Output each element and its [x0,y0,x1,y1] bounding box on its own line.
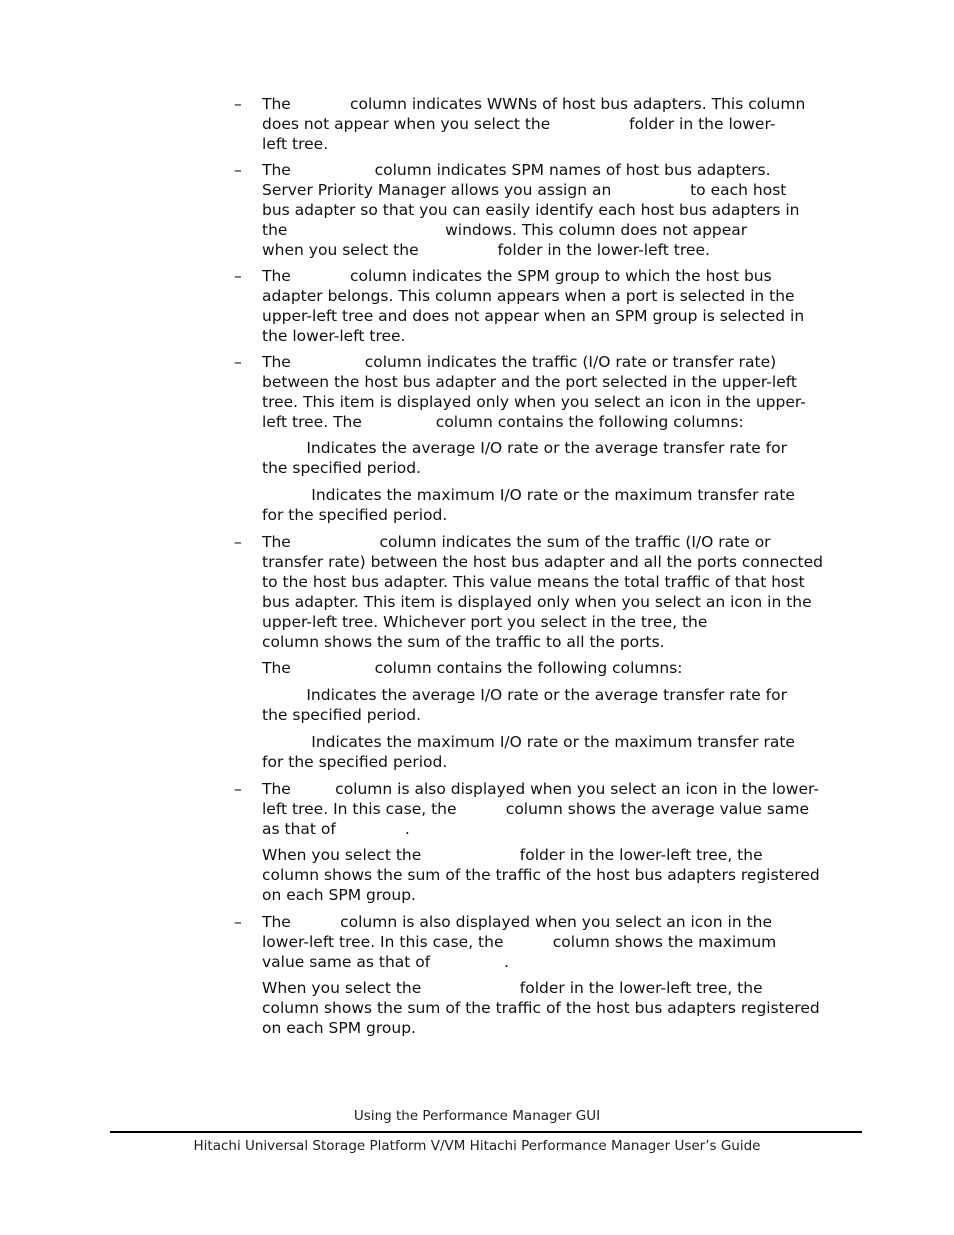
sub-paragraph [262,438,864,478]
bullet-item [234,912,864,972]
bullet-item [234,779,864,839]
text-line: The column contains the following columns: [262,659,683,677]
sub-paragraph [262,485,864,525]
bullet-item [234,160,864,260]
text-line: Indicates the maximum I/O rate or the maximum transfer rate [262,486,795,504]
bullet-dash: – [234,533,242,551]
bullet-item [234,94,864,154]
text-line: Server Priority Manager allows you assign an to each host [262,181,787,199]
footer-guide-title: Hitachi Universal Storage Platform V/VM Hitachi Performance Manager User’s Guide [193,1138,761,1154]
text-line: on each SPM group. [262,886,416,904]
text-line: between the host bus adapter and the port selected in the upper-left [262,373,797,391]
bullet-item [234,266,864,346]
text-line: transfer rate) between the host bus adapter and all the ports connected [262,553,823,571]
text-line: when you select the folder in the lower-left tree. [262,241,710,259]
text-line: column shows the sum of the traffic of the host bus adapters registered [262,999,820,1017]
text-line: The column indicates WWNs of host bus adapters. This column [262,95,806,113]
footer-divider [110,1131,862,1133]
document-body [234,94,864,1045]
text-line: The column indicates the traffic (I/O rate or transfer rate) [262,353,777,371]
text-line: adapter belongs. This column appears when a port is selected in the [262,287,795,305]
text-line: to the host bus adapter. This value means the total traffic of that host [262,573,805,591]
text-line: for the specified period. [262,506,448,524]
bullet-dash: – [234,267,242,285]
sub-paragraph [262,732,864,772]
text-line: When you select the folder in the lower-left tree, the [262,846,763,864]
text-line: the lower-left tree. [262,327,406,345]
sub-paragraph [262,658,864,678]
text-line: When you select the folder in the lower-left tree, the [262,979,763,997]
text-line: The column indicates SPM names of host bus adapters. [262,161,771,179]
bullet-text [262,779,864,839]
text-line: the specified period. [262,706,422,724]
text-line: The column indicates the sum of the traffic (I/O rate or [262,533,771,551]
text-line: the specified period. [262,459,422,477]
text-line: on each SPM group. [262,1019,416,1037]
sub-paragraph [262,978,864,1038]
sub-paragraph [262,685,864,725]
text-line: bus adapter. This item is displayed only when you select an icon in the [262,593,812,611]
text-line: Indicates the average I/O rate or the average transfer rate for [262,439,787,457]
bullet-text [262,94,864,154]
bullet-dash: – [234,95,242,113]
bullet-text [262,532,864,652]
sub-paragraph [262,845,864,905]
bullet-dash: – [234,161,242,179]
text-line: bus adapter so that you can easily identify each host bus adapters in [262,201,800,219]
text-line: lower-left tree. In this case, the column shows the maximum [262,933,777,951]
text-line: The column is also displayed when you select an icon in the lower- [262,780,819,798]
bullet-item [234,532,864,652]
bullet-dash: – [234,780,242,798]
bullet-item [234,352,864,432]
bullet-text [262,160,864,260]
text-line: column shows the sum of the traffic to all the ports. [262,633,665,651]
bullet-dash: – [234,353,242,371]
text-line: upper-left tree. Whichever port you select in the tree, the [262,613,708,631]
text-line: the windows. This column does not appear [262,221,748,239]
text-line: left tree. The column contains the following columns: [262,413,744,431]
bullet-text [262,912,864,972]
bullet-text [262,266,864,346]
text-line: The column indicates the SPM group to which the host bus [262,267,772,285]
text-line: tree. This item is displayed only when you select an icon in the upper- [262,393,806,411]
text-line: Indicates the average I/O rate or the average transfer rate for [262,686,787,704]
footer-section-title: Using the Performance Manager GUI [353,1108,601,1124]
text-line: does not appear when you select the folder in the lower- [262,115,776,133]
text-line: Indicates the maximum I/O rate or the maximum transfer rate [262,733,795,751]
text-line: value same as that of . [262,953,510,971]
text-line: for the specified period. [262,753,448,771]
text-line: column shows the sum of the traffic of the host bus adapters registered [262,866,820,884]
text-line: upper-left tree and does not appear when an SPM group is selected in [262,307,805,325]
bullet-text [262,352,864,432]
text-line: left tree. [262,135,329,153]
text-line: left tree. In this case, the column shows the average value same [262,800,810,818]
text-line: as that of . [262,820,410,838]
bullet-dash: – [234,913,242,931]
text-line: The column is also displayed when you select an icon in the [262,913,773,931]
